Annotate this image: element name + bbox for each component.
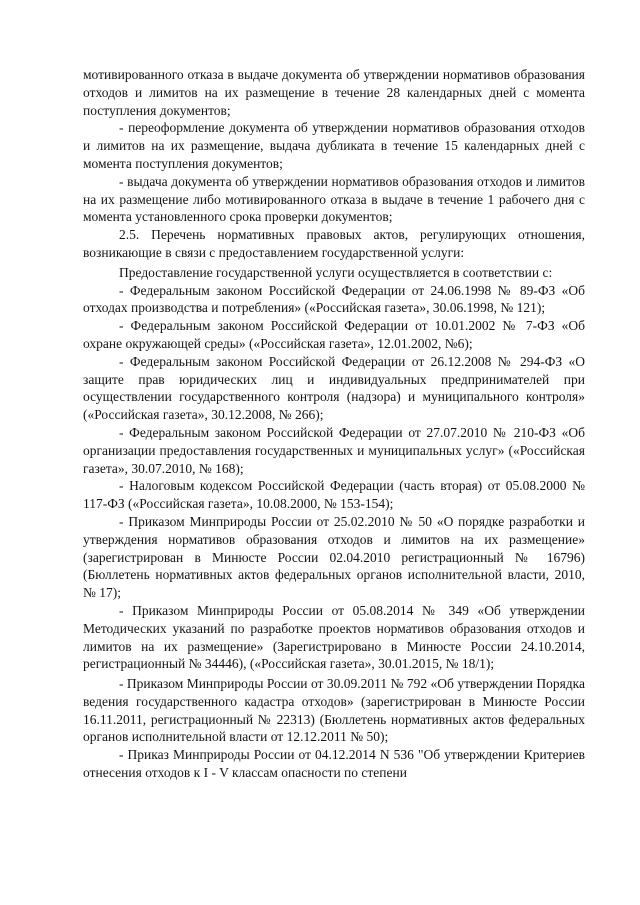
paragraph-law-294fz: - Федеральным законом Российской Федерации от 26.12.2008 № 294-ФЗ «О защите прав юридических лиц и индивидуальных предпринимателей при осуществлении государственного контроля (надзора) и муниципального контроля» («Российская газета», 30.12.2008, № 266); — [83, 353, 585, 423]
paragraph-reissue-duplicate: - переоформление документа об утверждении нормативов образования отходов и лимитов на их размещение, выдача дубликата в течение 15 календарных дней с момента поступления документов; — [83, 120, 585, 171]
paragraph-order-50: - Приказом Минприроды России от 25.02.2010 № 50 «О порядке разработки и утверждения нормативов образования отходов и лимитов на их размещение» (зарегистрирован в Минюсте России 02.04.2010 регистрационный № 16796) (Бюллетень нормативных актов федеральных органов исполнительной власти, 2010, № 17); — [83, 513, 585, 601]
paragraph-provision-basis: Предоставление государственной услуги осуществляется в соответствии с: — [119, 264, 553, 280]
paragraph-tax-code: - Налоговым кодексом Российской Федерации (часть вторая) от 05.08.2000 № 117-ФЗ («Российская газета», 10.08.2000, № 153-154); — [83, 478, 585, 512]
paragraph-order-536: - Приказ Минприроды России от 04.12.2014 N 536 "Об утверждении Критериев отнесения отходов к I - V классам опасности по степени — [83, 747, 585, 781]
paragraph-refusal-deadline: мотивированного отказа в выдаче документа об утверждении нормативов образования отходов и лимитов на их размещение в течение 28 календарных дней с момента поступления документов; — [83, 67, 585, 118]
paragraph-law-210fz: - Федеральным законом Российской Федерации от 27.07.2010 № 210-ФЗ «Об организации предоставления государственных и муниципальных услуг» («Российская газета», 30.07.2010, № 168); — [83, 424, 585, 476]
paragraph-law-7fz: - Федеральным законом Российской Федерации от 10.01.2002 № 7-ФЗ «Об охране окружающей среды» («Российская газета», 12.01.2002, №6); — [83, 318, 585, 351]
paragraph-order-349: - Приказом Минприроды России от 05.08.2014 № 349 «Об утверждении Методических указаний по разработке проектов нормативов образования отходов и лимитов на их размещение» (Зарегистрировано в Минюсте России 24.10.2014, регистрационный № 34446), («Российская газета», 30.01.2015, № 18/1); — [83, 602, 585, 672]
paragraph-section-2-5: 2.5. Перечень нормативных правовых актов, регулирующих отношения, возникающие в связи с предоставлением государственной услуги: — [83, 227, 585, 260]
paragraph-issuance: - выдача документа об утверждении нормативов образования отходов и лимитов на их размещение либо мотивированного отказа в выдаче в течение 1 рабочего дня с момента установленного срока проверки документов; — [83, 173, 585, 225]
document-body — [83, 66, 585, 782]
paragraph-law-89fz: - Федеральным законом Российской Федерации от 24.06.1998 № 89-ФЗ «Об отходах производства и потребления» («Российская газета», 30.06.1998, № 121); — [83, 282, 585, 316]
paragraph-order-792: - Приказом Минприроды России от 30.09.2011 № 792 «Об утверждении Порядка ведения государственного кадастра отходов» (зарегистрирован в Минюсте России 16.11.2011, регистрационный № 22313) (Бюллетень нормативных актов федеральных органов исполнительной власти от 12.12.2011 № 50); — [83, 676, 585, 745]
